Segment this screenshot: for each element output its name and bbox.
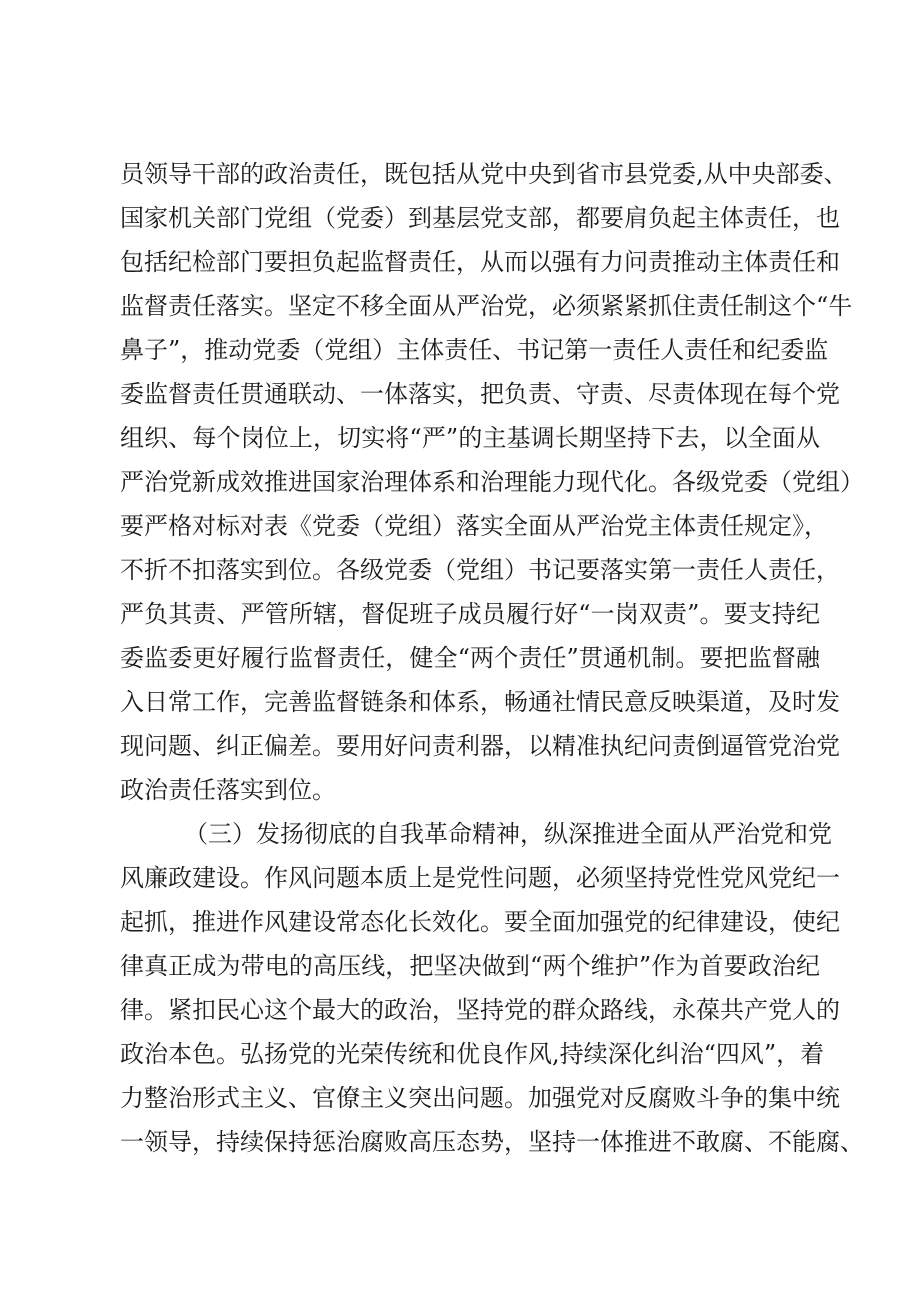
text-line: 国家机关部门党组（党委）到基层党支部，都要肩负起主体责任，也 [120,204,840,232]
text-line: 一领导，持续保持惩治腐败高压态势，坚持一体推进不敢腐、不能腐、 [120,1128,864,1156]
text-line: 入日常工作，完善监督链条和体系，畅通社情民意反映渠道，及时发 [120,688,840,716]
text-line: 委监督责任贯通联动、一体落实，把负责、守责、尽责体现在每个党 [120,380,840,408]
text-line: 委监委更好履行监督责任，健全“两个责任”贯通机制。要把监督融 [120,644,820,672]
text-line: 严负其责、严管所辖，督促班子成员履行好“一岗双责”。要支持纪 [120,600,820,628]
text-line: 政治本色。弘扬党的光荣传统和优良作风,持续深化纠治“四风”，着 [120,1040,825,1068]
text-line: 包括纪检部门要担负起监督责任，从而以强有力问责推动主体责任和 [120,248,840,276]
text-line: 监督责任落实。坚定不移全面从严治党，必须紧紧抓住责任制这个“牛 [120,292,853,320]
text-line: 要严格对标对表《党委（党组）落实全面从严治党主体责任规定》， [120,512,828,540]
text-line: 力整治形式主义、官僚主义突出问题。加强党对反腐败斗争的集中统 [120,1084,840,1112]
text-line: 起抓，推进作风建设常态化长效化。要全面加强党的纪律建设，使纪 [120,908,840,936]
section-heading-line: （三）发扬彻底的自我革命精神，纵深推进全面从严治党和党 [184,820,832,848]
text-line: 现问题、纠正偏差。要用好问责利器，以精准执纪问责倒逼管党治党 [120,732,840,760]
text-line: 风廉政建设。作风问题本质上是党性问题，必须坚持党性党风党纪一 [120,864,840,892]
text-line: 律真正成为带电的高压线，把坚决做到“两个维护”作为首要政治纪 [120,952,820,980]
text-line: 政治责任落实到位。 [120,776,336,804]
text-line: 不折不扣落实到位。各级党委（党组）书记要落实第一责任人责任， [120,556,840,584]
text-line: 律。紧扣民心这个最大的政治，坚持党的群众路线，永葆共产党人的 [120,996,840,1024]
text-line: 组织、每个岗位上，切实将“严”的主基调长期坚持下去，以全面从 [120,424,820,452]
text-line: 鼻子”，推动党委（党组）主体责任、书记第一责任人责任和纪委监 [120,336,829,364]
text-line: 严治党新成效推进国家治理体系和治理能力现代化。各级党委（党组） [120,468,864,496]
text-line: 员领导干部的政治责任，既包括从党中央到省市县党委,从中央部委、 [120,160,848,188]
